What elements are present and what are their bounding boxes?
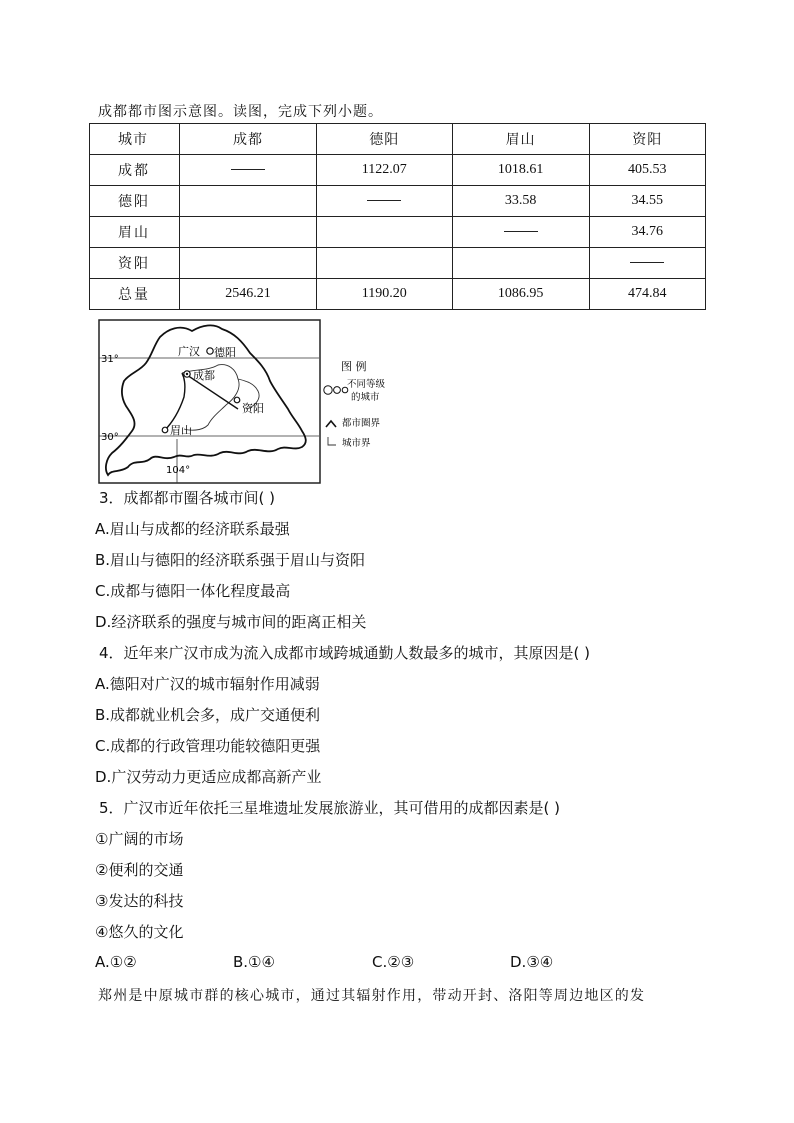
map-frame — [99, 320, 320, 483]
city-label: 眉山 — [170, 424, 192, 437]
table-cell: 1086.95 — [452, 279, 589, 310]
table-cell: 2546.21 — [180, 279, 317, 310]
table-cell: 总量 — [90, 279, 180, 310]
question-5-option-d[interactable]: D.③④ — [510, 953, 554, 971]
question-4-option-b[interactable]: B.成都就业机会多，成广交通便利 — [95, 706, 321, 724]
chengdu-metro-map — [98, 319, 388, 485]
question-3-option-c[interactable]: C.成都与德阳一体化程度最高 — [95, 582, 291, 600]
dash-mark — [504, 231, 538, 232]
table-header-cell: 成都 — [180, 124, 317, 155]
table-cell: 眉山 — [90, 217, 180, 248]
table-cell — [180, 155, 317, 186]
lat-label: 31° — [101, 354, 119, 365]
table-row — [90, 248, 706, 279]
city-marker-chengdu-core — [186, 373, 188, 375]
lat-label: 30° — [101, 432, 119, 443]
table-cell: 资阳 — [90, 248, 180, 279]
table-cell: 1018.61 — [452, 155, 589, 186]
question-5-option-b[interactable]: B.①④ — [233, 953, 275, 971]
legend-city-icon — [324, 386, 332, 394]
table-cell: 33.58 — [452, 186, 589, 217]
dash-mark — [630, 262, 664, 263]
table-cell — [452, 217, 589, 248]
table-cell: 德阳 — [90, 186, 180, 217]
question-3-stem: 3．成都都市圈各城市间( ) — [99, 489, 276, 507]
legend-label: 不同等级 — [347, 379, 386, 390]
table-header-row — [90, 124, 706, 155]
table-cell: 405.53 — [589, 155, 705, 186]
table-cell — [180, 217, 317, 248]
table-header-cell: 德阳 — [317, 124, 453, 155]
table-cell — [317, 248, 453, 279]
legend-metro-icon — [326, 421, 336, 427]
table-row — [90, 217, 706, 248]
table-cell — [317, 217, 453, 248]
question-4-option-c[interactable]: C.成都的行政管理功能较德阳更强 — [95, 737, 321, 755]
table-cell — [180, 248, 317, 279]
legend-city-boundary-icon — [328, 437, 336, 445]
question-3-option-d[interactable]: D.经济联系的强度与城市间的距离正相关 — [95, 613, 367, 631]
lon-label: 104° — [166, 465, 191, 476]
table-cell: 474.84 — [589, 279, 705, 310]
city-label: 德阳 — [214, 346, 236, 359]
dash-mark — [367, 200, 401, 201]
legend-city-icon — [334, 387, 341, 394]
question-5-item: ②便利的交通 — [95, 861, 184, 879]
question-3-option-b[interactable]: B.眉山与德阳的经济联系强于眉山与资阳 — [95, 551, 366, 569]
table-cell: 成都 — [90, 155, 180, 186]
question-5-item: ④悠久的文化 — [95, 923, 184, 941]
table-row — [90, 279, 706, 310]
city-marker-ziyang — [234, 397, 240, 403]
city-marker-meishan — [162, 427, 168, 433]
table-cell — [317, 186, 453, 217]
question-5-answers — [95, 953, 655, 975]
question-4-stem: 4．近年来广汉市成为流入成都市域跨城通勤人数最多的城市，其原因是( ) — [99, 644, 591, 662]
city-marker-deyang — [207, 348, 213, 354]
question-3-option-a[interactable]: A.眉山与成都的经济联系最强 — [95, 520, 290, 538]
city-label: 广汉 — [178, 345, 200, 358]
legend-title: 图 例 — [341, 360, 367, 373]
city-label: 资阳 — [242, 402, 264, 415]
question-4-option-d[interactable]: D.广汉劳动力更适应成都高新产业 — [95, 768, 322, 786]
table-row — [90, 155, 706, 186]
table-header-cell: 城市 — [90, 124, 180, 155]
question-5-stem: 5．广汉市近年依托三星堆遗址发展旅游业，其可借用的成都因素是( ) — [99, 799, 561, 817]
question-5-item: ③发达的科技 — [95, 892, 184, 910]
question-4-option-a[interactable]: A.德阳对广汉的城市辐射作用减弱 — [95, 675, 320, 693]
intro-text: 成都都市图示意图。读图，完成下列小题。 — [98, 104, 383, 120]
table-row — [90, 186, 706, 217]
dash-mark — [231, 169, 265, 170]
table-header-cell: 资阳 — [589, 124, 705, 155]
next-passage-text: 郑州是中原城市群的核心城市，通过其辐射作用，带动开封、洛阳等周边地区的发 — [98, 988, 646, 1004]
table-cell — [452, 248, 589, 279]
table-cell — [589, 248, 705, 279]
question-5-item: ①广阔的市场 — [95, 830, 184, 848]
legend-label: 城市界 — [342, 438, 371, 449]
table-cell: 1190.20 — [317, 279, 453, 310]
table-cell: 1122.07 — [317, 155, 453, 186]
question-5-option-a[interactable]: A.①② — [95, 953, 137, 971]
table-cell: 34.55 — [589, 186, 705, 217]
table-header-cell: 眉山 — [452, 124, 589, 155]
table-cell: 34.76 — [589, 217, 705, 248]
table-cell — [180, 186, 317, 217]
city-label: 成都 — [193, 369, 215, 382]
legend-label: 的城市 — [351, 392, 380, 403]
question-5-option-c[interactable]: C.②③ — [372, 953, 415, 971]
legend-label: 都市圈界 — [342, 418, 381, 429]
distance-table — [89, 123, 706, 310]
